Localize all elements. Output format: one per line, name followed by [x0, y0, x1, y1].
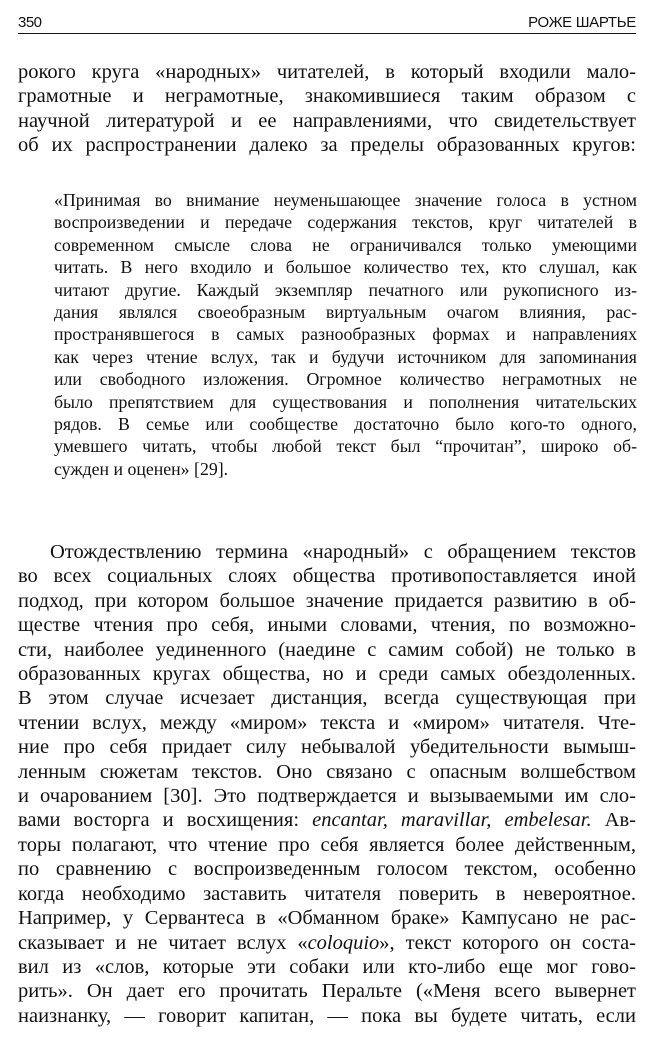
- text-line: образованных кругах общества, но и среди самых обездоленных.: [18, 663, 636, 686]
- quote-line: как через чтение вслух, так и будучи источником для запоминания: [54, 346, 637, 367]
- quote-line: пространявшегося в самых разнообразных формах и направлениях: [54, 324, 637, 345]
- text-line: когда необходимо заставить читателя поверить в невероятное.: [18, 882, 636, 905]
- quote-line: читают другие. Каждый экземпляр печатного или рукописного из-: [54, 279, 637, 300]
- text-line: рить». Он дает его прочитать Перальте («Меня всего вывернет: [18, 980, 636, 1003]
- text-fragment: Ав-: [591, 809, 636, 832]
- text-line: подход, при котором большое значение придается развитию в об-: [18, 589, 636, 612]
- text-line: Отождествлению термина «народный» с обращением текстов: [50, 541, 636, 563]
- text-fragment: », текст которого он соста-: [379, 931, 636, 954]
- text-fragment: сказывает и не читает вслух «: [18, 931, 308, 954]
- quote-line: умевшего читать, чтобы любой текст был “прочитан”, широко об-: [54, 436, 637, 457]
- quote-line: рядов. В семье или сообществе достаточно было кого-то одного,: [54, 414, 637, 435]
- text-line: [18, 808, 636, 832]
- paragraph: [18, 540, 636, 1028]
- text-line: [18, 931, 636, 955]
- text-line: вил из «слов, которые эти собаки или кто-либо еще мог гово-: [18, 955, 636, 978]
- text-line: грамотные и неграмотные, знакомившиеся таким образом с: [18, 85, 636, 108]
- quote-line: или свободного изложения. Огромное количество неграмотных не: [54, 369, 637, 390]
- quote-line: воспроизведении и передаче содержания текстов, круг читателей в: [54, 212, 637, 233]
- text-line: В этом случае исчезает дистанция, всегда существующая при: [18, 687, 636, 710]
- text-line: наизнанку, — говорит капитан, — пока вы будете читать, если: [18, 1004, 636, 1027]
- text-line: торы полагают, что чтение про себя является более действенным,: [18, 833, 636, 856]
- text-line: сти, наиболее уединенного (наедине с самим собой) не только в: [18, 638, 636, 661]
- running-head: РОЖЕ ШАРТЬЕ: [528, 14, 636, 31]
- text-line: Например, у Сервантеса в «Обманном браке» Кампусано не рас-: [18, 907, 636, 930]
- text-line: во всех социальных слоях общества противопоставляется иной: [18, 565, 636, 588]
- quote-line: было препятствием для существования и пополнения читательских: [54, 391, 637, 412]
- header-rule: [18, 33, 636, 34]
- italic-coloquio: coloquio: [307, 931, 380, 954]
- block-quote: [54, 189, 637, 480]
- quote-line: современном смысле слова не ограничивался только умеющими: [54, 234, 637, 255]
- text-fragment: вами восторга и восхищения:: [18, 809, 313, 832]
- text-line: ленным сюжетам текстов. Оно связано с опасным волшебством: [18, 760, 636, 783]
- text-line: рокого круга «народных» читателей, в который входили мало-: [18, 61, 636, 83]
- quote-line: дания являлся своеобразным виртуальным очагом влияния, рас-: [54, 302, 637, 323]
- paragraph-continued: [18, 60, 636, 158]
- text-line: и очарованием [30]. Это подтверждается и вызываемыми им сло-: [18, 785, 636, 808]
- page-number: 350: [18, 14, 42, 31]
- text-line: научной литературой и ее направлениями, что свидетельствует: [18, 109, 636, 132]
- text-line: ние про себя придает силу небывалой убедительности вымыш-: [18, 736, 636, 759]
- text-line: по сравнению с воспроизведенным голосом текстом, особенно: [18, 858, 636, 881]
- quote-line: читать. В него входило и большое количество тех, кто слушал, как: [54, 257, 637, 278]
- italic-spanish-terms: encantar, maravillar, embelesar.: [312, 809, 592, 832]
- page-header: [18, 8, 636, 34]
- text-line: об их распространении далеко за пределы образованных кругов:: [18, 134, 636, 157]
- text-line: чтении вслух, между «миром» текста и «миром» читателя. Чте-: [18, 711, 636, 734]
- quote-line: сужден и оценен» [29].: [54, 458, 229, 479]
- text-line: ществе чтения про себя, иными словами, чтения, по возможно-: [18, 614, 636, 637]
- quote-line: «Принимая во внимание неуменьшающее значение голоса в устном: [54, 190, 637, 210]
